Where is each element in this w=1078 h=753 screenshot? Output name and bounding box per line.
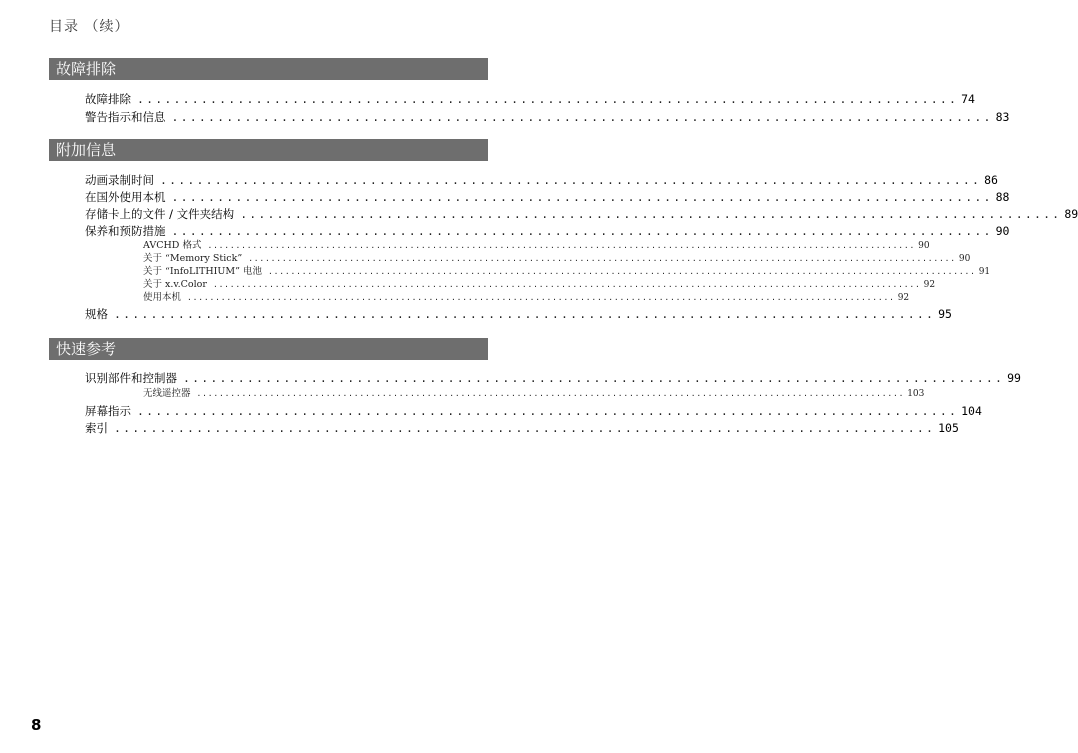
- toc-entry-title: 存储卡上的文件 / 文件夹结构: [85, 207, 235, 221]
- toc-entry-page: 83: [995, 110, 1010, 124]
- toc-subentry-page: 90: [958, 254, 971, 264]
- toc-entry[interactable]: [85, 403, 982, 419]
- toc-leader-dots: ..........................................................................................: [160, 173, 982, 187]
- toc-entry-page: 105: [938, 421, 959, 435]
- toc-entry-title: 警告指示和信息: [85, 110, 166, 124]
- toc-subentry-page: 92: [923, 280, 936, 290]
- toc-entry[interactable]: [85, 91, 975, 107]
- toc-leader-dots: ..............................................................................................................................: [196, 389, 905, 398]
- toc-subentry-title: 关于 x.v.Color: [143, 279, 207, 290]
- toc-leader-dots: ..............................................................................................................................: [268, 267, 976, 276]
- toc-leader-dots: ..............................................................................................................................: [248, 254, 956, 263]
- toc-subentry-title: 关于 “InfoLITHIUM” 电池: [143, 266, 263, 277]
- toc-leader-dots: ..............................................................................................................................: [212, 280, 921, 289]
- toc-leader-dots: ..........................................................................................: [171, 224, 993, 238]
- toc-subentry-page: 90: [918, 241, 930, 251]
- toc-entry-page: 88: [995, 190, 1010, 204]
- toc-leader-dots: ..............................................................................................................................: [187, 293, 895, 302]
- toc-entry-title: 动画录制时间: [85, 173, 154, 187]
- toc-subentry-page: 103: [907, 389, 925, 399]
- toc-leader-dots: ..........................................................................................: [183, 371, 1005, 385]
- toc-leader-dots: ..........................................................................................: [114, 421, 936, 435]
- toc-leader-dots: ..........................................................................................: [240, 207, 1062, 221]
- toc-entry-page: 104: [961, 404, 982, 418]
- page-header-title: 目录 （续）: [49, 19, 130, 35]
- toc-entry[interactable]: [85, 370, 1021, 386]
- toc-subentry[interactable]: [143, 239, 930, 252]
- toc-subentry-title: 无线遥控器: [143, 388, 191, 399]
- toc-entry-page: 90: [995, 224, 1010, 238]
- toc-entry-page: 99: [1007, 371, 1021, 385]
- toc-subentry-title: 关于 “Memory Stick”: [143, 253, 243, 264]
- section-header-additional-info: 附加信息: [49, 139, 488, 161]
- toc-entry-title: 故障排除: [85, 92, 131, 106]
- toc-subentry-page: 92: [897, 293, 910, 303]
- toc-subentry[interactable]: [143, 265, 991, 278]
- toc-subentry[interactable]: [143, 278, 936, 291]
- toc-subentry-page: 91: [978, 267, 991, 277]
- toc-leader-dots: ..............................................................................................................................: [207, 241, 916, 250]
- toc-subentry[interactable]: [143, 252, 971, 265]
- page-number: 8: [31, 716, 42, 734]
- toc-subentry-title: 使用本机: [143, 292, 182, 303]
- toc-subentry-title: AVCHD 格式: [143, 240, 202, 251]
- toc-entry-title: 屏幕指示: [85, 404, 131, 418]
- toc-entry[interactable]: [85, 223, 1010, 239]
- toc-leader-dots: ..........................................................................................: [137, 404, 959, 418]
- toc-entry-page: 89: [1064, 207, 1078, 221]
- toc-entry[interactable]: [85, 189, 1010, 205]
- toc-entry-page: 74: [961, 92, 975, 106]
- toc-leader-dots: ..........................................................................................: [114, 307, 936, 321]
- toc-leader-dots: ..........................................................................................: [171, 110, 993, 124]
- toc-entry[interactable]: [85, 109, 1010, 125]
- toc-entry-title: 索引: [85, 421, 108, 435]
- toc-entry[interactable]: [85, 206, 1078, 222]
- toc-entry-title: 保养和预防措施: [85, 224, 166, 238]
- toc-entry-title: 识别部件和控制器: [85, 371, 177, 385]
- toc-entry[interactable]: [85, 306, 952, 322]
- section-header-quick-reference: 快速参考: [49, 338, 488, 360]
- toc-entry-page: 86: [984, 173, 998, 187]
- toc-entry[interactable]: [85, 420, 959, 436]
- section-header-troubleshooting: 故障排除: [49, 58, 488, 80]
- toc-entry-title: 在国外使用本机: [85, 190, 166, 204]
- toc-entry-page: 95: [938, 307, 952, 321]
- toc-subentry[interactable]: [143, 291, 910, 304]
- toc-leader-dots: ..........................................................................................: [137, 92, 959, 106]
- toc-subentry[interactable]: [143, 387, 925, 400]
- toc-entry-title: 规格: [85, 307, 108, 321]
- toc-entry[interactable]: [85, 172, 998, 188]
- toc-leader-dots: ..........................................................................................: [171, 190, 993, 204]
